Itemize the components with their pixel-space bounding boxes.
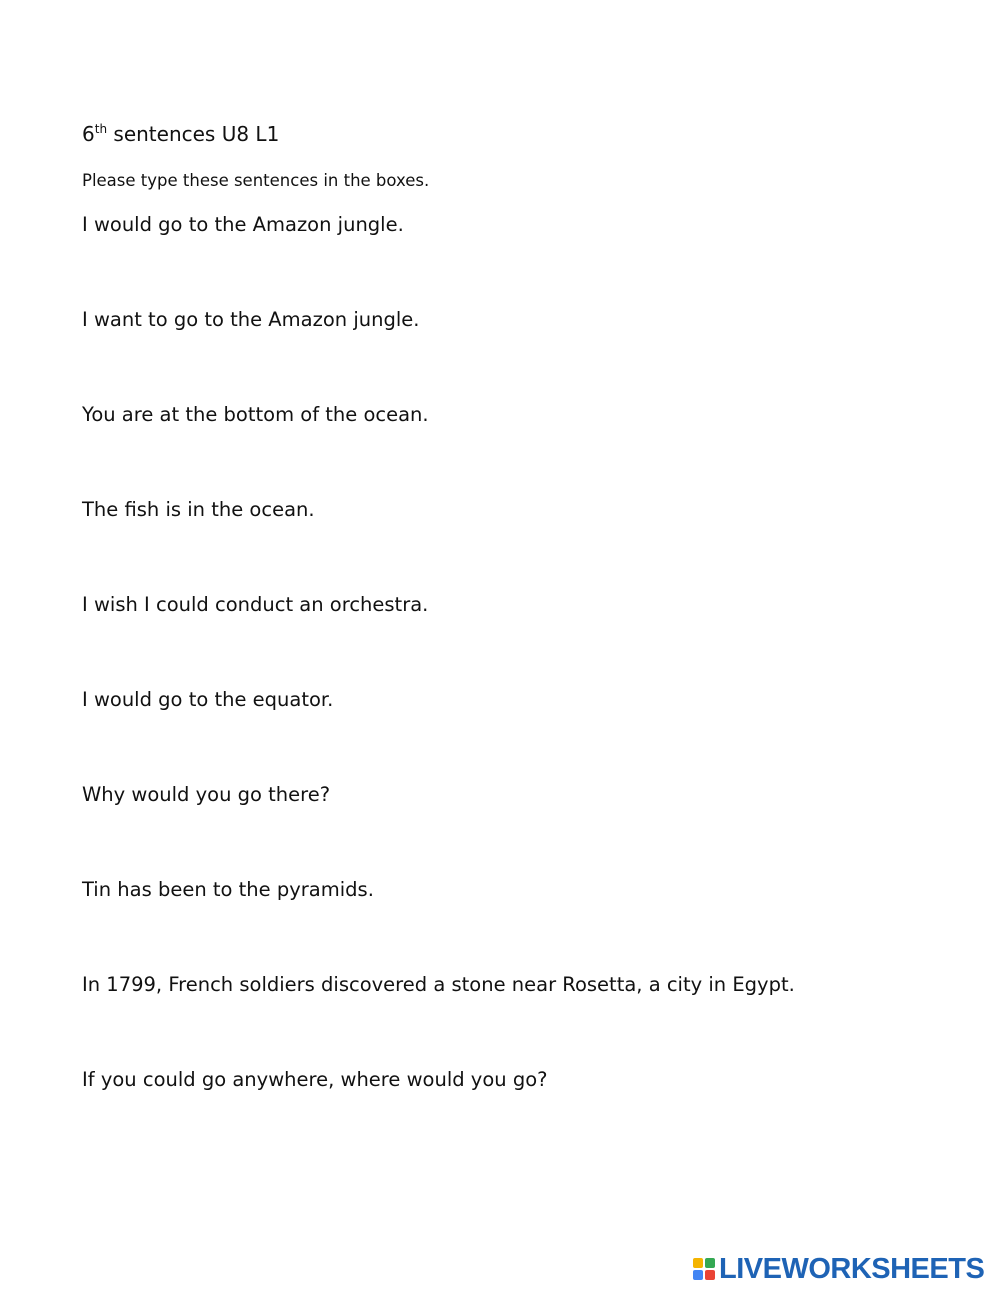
sentence-8: Tin has been to the pyramids. bbox=[82, 878, 374, 901]
liveworksheets-logo-icon bbox=[693, 1258, 715, 1280]
worksheet-title bbox=[82, 120, 279, 148]
logo-square-1 bbox=[693, 1258, 703, 1268]
logo-text: LIVEWORKSHEETS bbox=[719, 1253, 985, 1285]
sentence-10: If you could go anywhere, where would you go? bbox=[82, 1068, 548, 1091]
title-ordinal-suffix: th bbox=[94, 122, 108, 136]
title-number: 6 bbox=[82, 122, 95, 146]
sentence-6: I would go to the equator. bbox=[82, 688, 334, 711]
sentence-9: In 1799, French soldiers discovered a stone near Rosetta, a city in Egypt. bbox=[82, 973, 795, 996]
title-text: sentences U8 L1 bbox=[107, 122, 280, 146]
sentence-4: The fish is in the ocean. bbox=[82, 498, 315, 521]
sentence-5: I wish I could conduct an orchestra. bbox=[82, 593, 429, 616]
instruction-text: Please type these sentences in the boxes. bbox=[82, 171, 430, 190]
sentence-list bbox=[82, 210, 795, 1160]
sentence-7: Why would you go there? bbox=[82, 783, 331, 806]
logo-square-2 bbox=[705, 1258, 715, 1268]
sentence-3: You are at the bottom of the ocean. bbox=[82, 403, 429, 426]
logo-square-3 bbox=[693, 1270, 703, 1280]
liveworksheets-logo bbox=[693, 1253, 984, 1285]
logo-square-4 bbox=[705, 1270, 715, 1280]
sentence-2: I want to go to the Amazon jungle. bbox=[82, 308, 420, 331]
sentence-1: I would go to the Amazon jungle. bbox=[82, 213, 404, 236]
